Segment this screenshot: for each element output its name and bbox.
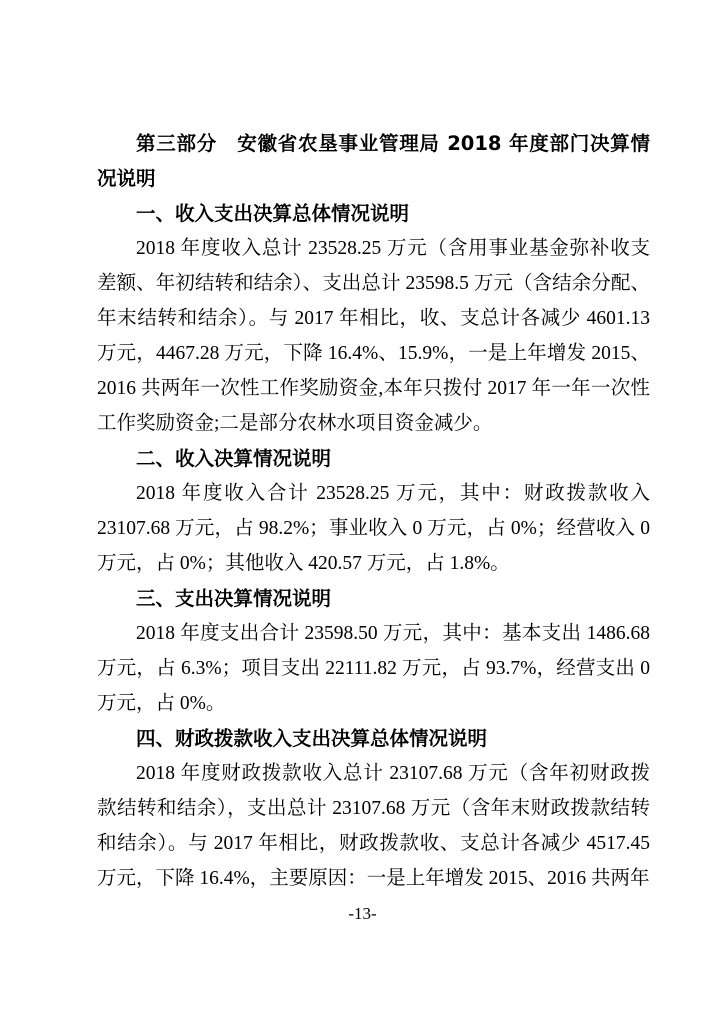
- section-heading-1: 一、收入支出决算总体情况说明: [136, 202, 410, 225]
- section-2-paragraph-1: 2018 年度收入合计 23528.25 万元，其中：财政拨款收入 23107.68 万元，占 98.2%；事业收入 0 万元，占 0%；经营收入 0 万元，占 0%；其他收入 420.57 万元，占 1.8%。: [97, 483, 650, 574]
- document-title: 第三部分 安徽省农垦事业管理局 2018 年度部门决算情况说明: [97, 132, 650, 190]
- section-heading-2: 二、收入决算情况说明: [136, 447, 332, 470]
- page-number: -13-: [348, 904, 377, 923]
- section-1-paragraph-1: 2018 年度收入总计 23528.25 万元（含用事业基金弥补收支差额、年初结转和结余）、支出总计 23598.5 万元（含结余分配、年末结转和结余）。与 2017 年相比，收、支总计各减少 4601.13 万元，4467.28 万元，下降 16.4%、15.9%，一是上年增发 2015、2016 共两年一次性工作奖励资金,本年只拨付 2017 年一年一次性工作奖励资金;二是部分农林水项目资金减少。: [97, 238, 650, 434]
- document-body: [97, 126, 650, 896]
- section-heading-4: 四、财政拨款收入支出决算总体情况说明: [136, 727, 488, 750]
- section-heading-3: 三、支出决算情况说明: [136, 587, 332, 610]
- section-4-paragraph-1: 2018 年度财政拨款收入总计 23107.68 万元（含年初财政拨款结转和结余），支出总计 23107.68 万元（含年末财政拨款结转和结余）。与 2017 年相比，财政拨款收、支总计各减少 4517.45 万元，下降 16.4%，主要原因：一是上年增发 2015、2016 共两年: [97, 763, 650, 889]
- section-3-paragraph-1: 2018 年度支出合计 23598.50 万元，其中：基本支出 1486.68 万元，占 6.3%；项目支出 22111.82 万元，占 93.7%，经营支出 0 万元，占 0%。: [97, 623, 650, 714]
